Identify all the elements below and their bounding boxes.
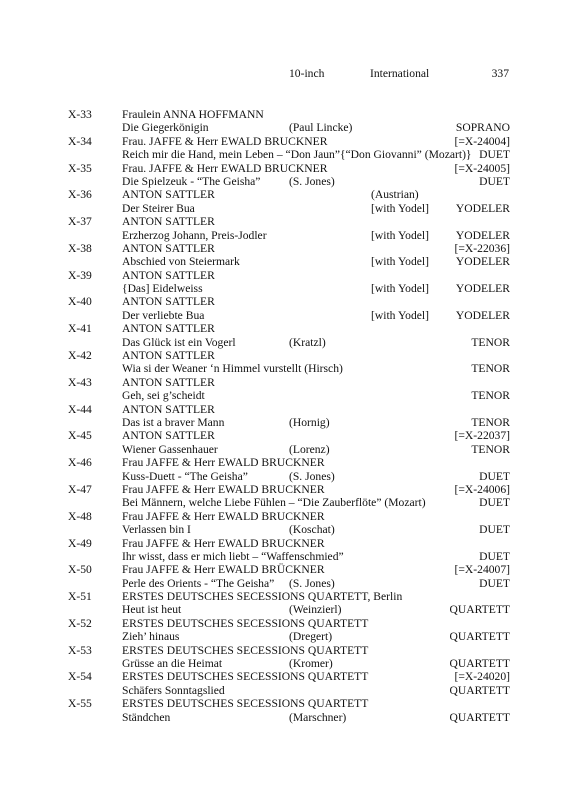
catalog-number: X-38 — [68, 241, 92, 255]
song-title: Zieh’ hinaus — [122, 630, 180, 644]
song-title: Die Giegerkönigin — [122, 121, 209, 135]
composer: (S. Jones) — [289, 576, 335, 590]
performance-note: [with Yodel] — [371, 308, 429, 322]
entry-title-row — [68, 630, 510, 643]
catalog-number: X-34 — [68, 134, 92, 148]
catalog-entry — [68, 510, 510, 537]
composer: (Hornig) — [289, 415, 330, 429]
entry-title-row — [68, 496, 510, 509]
artist-name: ANTON SATTLER — [122, 268, 215, 282]
catalog-number: X-41 — [68, 322, 92, 336]
catalog-number: X-35 — [68, 161, 92, 175]
song-title: Perle des Orients - “The Geisha” — [122, 576, 275, 590]
artist-name: Frau JAFFE & Herr EWALD BRUCKNER — [122, 482, 325, 496]
catalog-entry — [68, 644, 510, 671]
entry-artist-row — [68, 697, 510, 710]
artist-name: ANTON SATTLER — [122, 295, 215, 309]
artist-name: Frau. JAFFE & Herr EWALD BRUCKNER — [122, 161, 328, 175]
song-title: Grüsse an die Heimat — [122, 657, 223, 671]
voice-type: YODELER — [455, 201, 510, 215]
entry-title-row — [68, 523, 510, 536]
entry-title-row — [68, 175, 510, 188]
song-title: Der verliebte Bua — [122, 308, 205, 322]
song-title: Ihr wisst, dass er mich liebt – “Waffenschmied” — [122, 549, 344, 563]
catalog-number: X-44 — [68, 402, 92, 416]
performance-note: [with Yodel] — [371, 201, 429, 215]
song-title: Wiener Gassenhauer — [122, 442, 218, 456]
song-title: Das ist a braver Mann — [122, 415, 225, 429]
catalog-entry — [68, 349, 510, 376]
voice-type: DUET — [479, 549, 510, 563]
artist-name: Frau JAFFE & Herr EWALD BRÜCKNER — [122, 563, 325, 577]
performance-note: [with Yodel] — [371, 282, 429, 296]
catalog-entry — [68, 456, 510, 483]
voice-type: YODELER — [455, 255, 510, 269]
catalog-number: X-40 — [68, 295, 92, 309]
catalog-number: X-45 — [68, 429, 92, 443]
catalog-entry — [68, 483, 510, 510]
entry-title-row — [68, 202, 510, 215]
entry-artist-row — [68, 215, 510, 228]
composer: (Paul Lincke) — [289, 121, 353, 135]
entry-title-row — [68, 470, 510, 483]
song-title: Geh, sei g’scheidt — [122, 389, 205, 403]
entry-title-row — [68, 657, 510, 670]
voice-type: QUARTETT — [449, 710, 510, 724]
artist-name: Frau JAFFE & Herr EWALD BRUCKNER — [122, 536, 325, 550]
voice-type: DUET — [479, 576, 510, 590]
entry-title-row — [68, 336, 510, 349]
catalog-number: X-39 — [68, 268, 92, 282]
voice-type: TENOR — [471, 335, 510, 349]
artist-name: ANTON SATTLER — [122, 241, 215, 255]
song-title: Das Glück ist ein Vogerl — [122, 335, 236, 349]
catalog-number: X-42 — [68, 349, 92, 363]
entry-artist-row — [68, 456, 510, 469]
catalog-number: X-47 — [68, 482, 92, 496]
catalog-entry — [68, 617, 510, 644]
catalog-number: X-37 — [68, 215, 92, 229]
catalog-entry — [68, 295, 510, 322]
catalog-number: X-33 — [68, 108, 92, 121]
voice-type: DUET — [479, 148, 510, 162]
catalog-entry — [68, 376, 510, 403]
voice-type: YODELER — [455, 308, 510, 322]
entry-artist-row — [68, 269, 510, 282]
song-title: Ständchen — [122, 710, 171, 724]
entry-artist-row — [68, 135, 510, 148]
entry-title-row — [68, 121, 510, 134]
voice-type: TENOR — [471, 442, 510, 456]
song-title: Reich mir die Hand, mein Leben – “Don Jaun”{“Don Giovanni” (Mozart)} — [122, 148, 472, 162]
catalog-number: X-54 — [68, 670, 92, 684]
entry-artist-row — [68, 242, 510, 255]
voice-type: YODELER — [455, 228, 510, 242]
entry-title-row — [68, 362, 510, 375]
catalog-entry — [68, 429, 510, 456]
artist-name: Frau JAFFE & Herr EWALD BRUCKNER — [122, 509, 325, 523]
voice-type: DUET — [479, 174, 510, 188]
catalog-number: X-48 — [68, 509, 92, 523]
catalog-entry — [68, 188, 510, 215]
cross-reference: [=X-24006] — [454, 482, 510, 496]
entry-title-row — [68, 443, 510, 456]
catalog-number: X-51 — [68, 590, 92, 604]
song-title: Bei Männern, welche Liebe Fühlen – “Die Zauberflöte” (Mozart) — [122, 496, 426, 510]
catalog-number: X-55 — [68, 697, 92, 711]
catalog-entry — [68, 563, 510, 590]
catalog-entry — [68, 269, 510, 296]
record-size-label: 10-inch — [289, 67, 325, 80]
voice-type: DUET — [479, 523, 510, 537]
catalog-number: X-46 — [68, 456, 92, 470]
voice-type: TENOR — [471, 362, 510, 376]
entry-artist-row — [68, 590, 510, 603]
artist-name: ERSTES DEUTSCHES SECESSIONS QUARTETT — [122, 616, 369, 630]
catalog-number: X-52 — [68, 616, 92, 630]
catalog-entry — [68, 322, 510, 349]
composer: (Dregert) — [289, 630, 333, 644]
artist-name: ANTON SATTLER — [122, 322, 215, 336]
song-title: Wia si der Weaner ‘n Himmel vurstellt (Hirsch) — [122, 362, 343, 376]
artist-name: Frau. JAFFE & Herr EWALD BRUCKNER — [122, 134, 328, 148]
artist-name: ERSTES DEUTSCHES SECESSIONS QUARTETT — [122, 670, 369, 684]
entry-title-row — [68, 577, 510, 590]
entry-title-row — [68, 309, 510, 322]
cross-reference: [=X-24020] — [454, 670, 510, 684]
artist-name: ANTON SATTLER — [122, 349, 215, 363]
entry-artist-row — [68, 537, 510, 550]
voice-type: TENOR — [471, 389, 510, 403]
composer: (S. Jones) — [289, 469, 335, 483]
catalog-number: X-36 — [68, 188, 92, 202]
performance-note: [with Yodel] — [371, 228, 429, 242]
composer: (Kromer) — [289, 657, 333, 671]
catalog-entry — [68, 697, 510, 724]
artist-name: ERSTES DEUTSCHES SECESSIONS QUARTETT — [122, 697, 369, 711]
entry-artist-row — [68, 376, 510, 389]
composer: (Marschner) — [289, 710, 347, 724]
entry-artist-row — [68, 670, 510, 683]
entry-artist-row — [68, 510, 510, 523]
performance-note: [with Yodel] — [371, 255, 429, 269]
song-title: Erzherzog Johann, Preis-Jodler — [122, 228, 267, 242]
artist-name: Frau JAFFE & Herr EWALD BRUCKNER — [122, 456, 325, 470]
entry-artist-row — [68, 483, 510, 496]
catalog-entry — [68, 670, 510, 697]
catalog-number: X-49 — [68, 536, 92, 550]
entry-title-row — [68, 711, 510, 724]
voice-type: QUARTETT — [449, 657, 510, 671]
song-title: Abschied von Steiermark — [122, 255, 240, 269]
entry-title-row — [68, 550, 510, 563]
song-title: {Das] Eidelweiss — [122, 282, 203, 296]
entry-artist-row — [68, 403, 510, 416]
catalog-number: X-43 — [68, 375, 92, 389]
catalog-entry — [68, 108, 510, 135]
artist-name: ANTON SATTLER — [122, 375, 215, 389]
cross-reference: [=X-22036] — [454, 241, 510, 255]
entry-artist-row — [68, 162, 510, 175]
artist-name: ANTON SATTLER — [122, 215, 215, 229]
entry-artist-row — [68, 188, 510, 201]
song-title: Die Spielzeuk - “The Geisha” — [122, 174, 261, 188]
entry-artist-row — [68, 295, 510, 308]
song-title: Schäfers Sonntagslied — [122, 683, 225, 697]
artist-name: ANTON SATTLER — [122, 429, 215, 443]
artist-name: ERSTES DEUTSCHES SECESSIONS QUARTETT — [122, 643, 369, 657]
composer: (Lorenz) — [289, 442, 330, 456]
voice-type: DUET — [479, 496, 510, 510]
voice-type: QUARTETT — [449, 683, 510, 697]
artist-note: (Austrian) — [371, 188, 419, 202]
entry-artist-row — [68, 644, 510, 657]
voice-type: DUET — [479, 469, 510, 483]
artist-name: ANTON SATTLER — [122, 188, 215, 202]
entry-artist-row — [68, 429, 510, 442]
song-title: Heut ist heut — [122, 603, 182, 617]
catalog-entry — [68, 242, 510, 269]
composer: (Koschat) — [289, 523, 335, 537]
composer: (Weinzierl) — [289, 603, 342, 617]
page-number: 337 — [491, 67, 509, 80]
entry-title-row — [68, 684, 510, 697]
entry-artist-row — [68, 617, 510, 630]
catalog-number: X-53 — [68, 643, 92, 657]
entry-title-row — [68, 229, 510, 242]
entry-artist-row — [68, 349, 510, 362]
entry-title-row — [68, 389, 510, 402]
catalog-entry — [68, 215, 510, 242]
cross-reference: [=X-24004] — [454, 134, 510, 148]
catalog-entry — [68, 162, 510, 189]
catalog-number: X-50 — [68, 563, 92, 577]
entry-artist-row — [68, 108, 510, 121]
voice-type: QUARTETT — [449, 603, 510, 617]
composer: (S. Jones) — [289, 174, 335, 188]
artist-name: ANTON SATTLER — [122, 402, 215, 416]
entry-title-row — [68, 416, 510, 429]
artist-name: ERSTES DEUTSCHES SECESSIONS QUARTETT, Berlin — [122, 590, 403, 604]
voice-type: YODELER — [455, 282, 510, 296]
song-title: Verlassen bin I — [122, 523, 191, 537]
entry-title-row — [68, 148, 510, 161]
cross-reference: [=X-22037] — [454, 429, 510, 443]
song-title: Der Steirer Bua — [122, 201, 195, 215]
song-title: Kuss-Duett - “The Geisha” — [122, 469, 248, 483]
entry-artist-row — [68, 322, 510, 335]
voice-type: TENOR — [471, 415, 510, 429]
entry-title-row — [68, 603, 510, 616]
voice-type: SOPRANO — [455, 121, 510, 135]
record-label-name: International — [370, 67, 430, 80]
catalog-entry — [68, 537, 510, 564]
catalog-entry — [68, 590, 510, 617]
discography-list — [68, 108, 510, 724]
entry-artist-row — [68, 563, 510, 576]
entry-title-row — [68, 282, 510, 295]
artist-name: Fraulein ANNA HOFFMANN — [122, 108, 264, 121]
cross-reference: [=X-24005] — [454, 161, 510, 175]
composer: (Kratzl) — [289, 335, 326, 349]
catalog-entry — [68, 135, 510, 162]
cross-reference: [=X-24007] — [454, 563, 510, 577]
voice-type: QUARTETT — [449, 630, 510, 644]
entry-title-row — [68, 255, 510, 268]
catalog-entry — [68, 403, 510, 430]
